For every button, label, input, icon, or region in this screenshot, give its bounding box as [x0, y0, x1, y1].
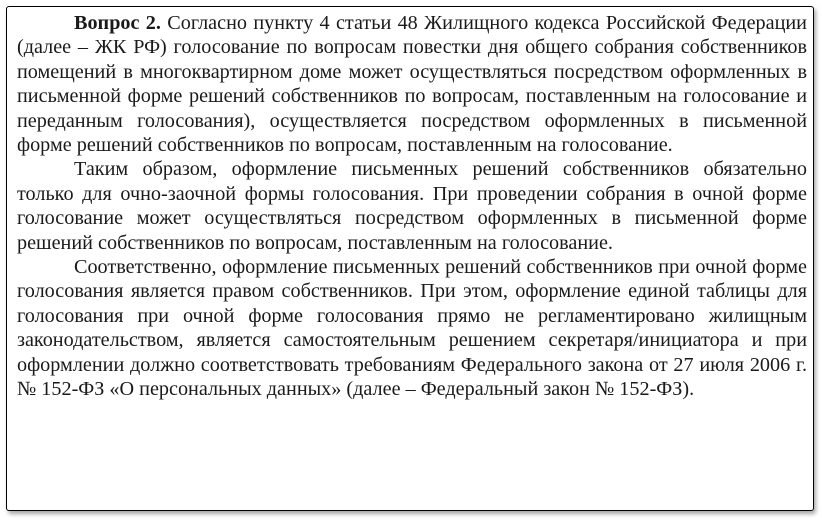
paragraph-3-text: Соответственно, оформление письменных решений собственников при очной форме голосования является правом собственников. При этом, оформление единой таблицы для голосования при очной форме голосования прямо не регламентировано жилищным законодательством, является самостоятельным решением секретаря/инициатора и при оформлении должно соответствовать требованиям Федерального закона от 27 июля 2006 г. № 152-ФЗ «О персональных данных» (далее – Федеральный закон № 152-ФЗ). — [17, 256, 807, 401]
paragraph-1-text: Согласно пункту 4 статьи 48 Жилищного кодекса Российской Федерации (далее – ЖК РФ) голосование по вопросам повестки дня общего собрания собственников помещений в многоквартирном доме может осуществляться посредством оформленных в письменной форме решений собственников по вопросам, поставленным на голосование и переданным голосования), осуществляется посредством оформленных в письменной форме решений собственников по вопросам, поставленным на голосование. — [17, 12, 807, 157]
paragraph-3 — [17, 255, 807, 401]
paragraph-2 — [17, 157, 807, 255]
document-text — [17, 11, 807, 402]
paragraph-2-text: Таким образом, оформление письменных решений собственников обязательно только для очно-заочной формы голосования. При проведении собрания в очной форме голосование может осуществляться посредством оформленных в письменной форме решений собственников по вопросам, поставленным на голосование. — [17, 158, 807, 254]
question-label: Вопрос 2. — [74, 12, 161, 34]
paragraph-question-2 — [17, 11, 807, 157]
